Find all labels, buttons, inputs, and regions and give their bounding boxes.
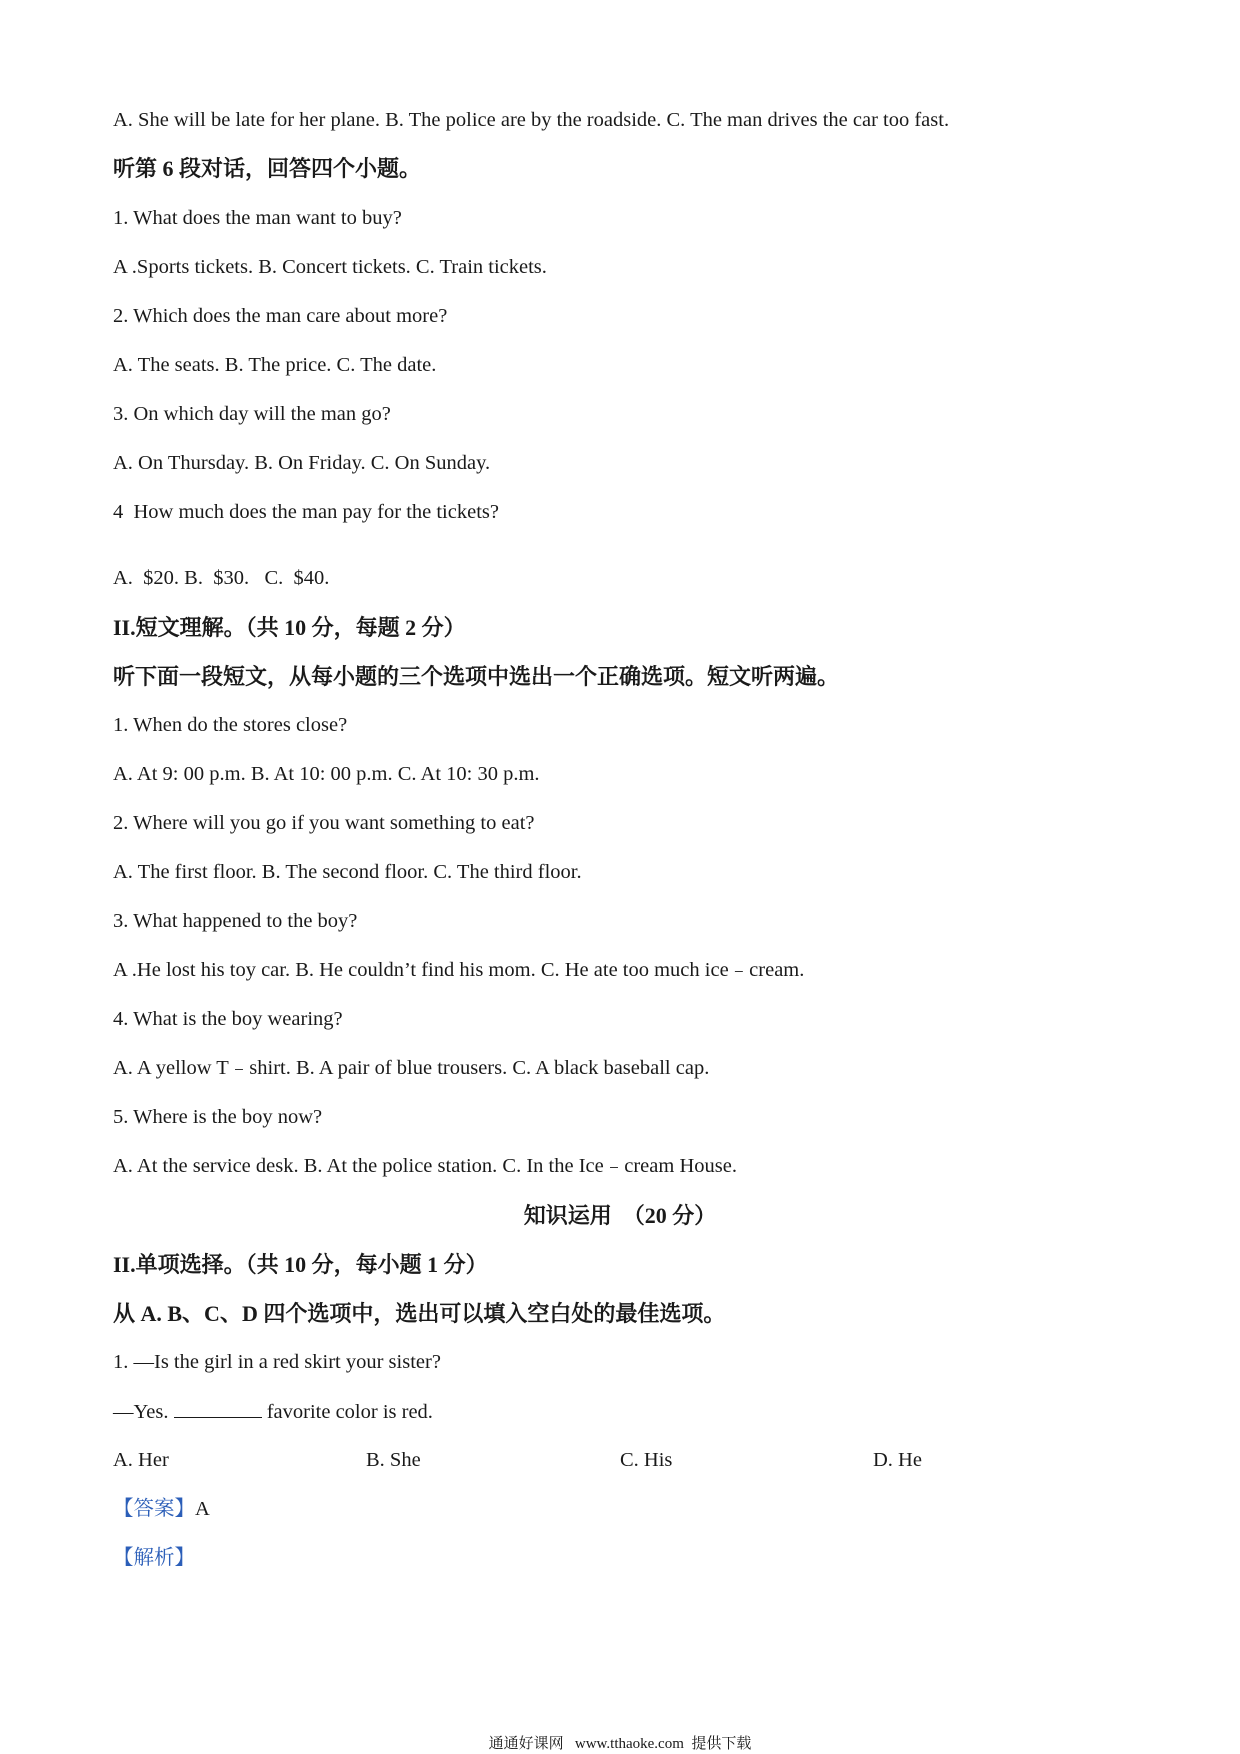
section-instructions: 从 A. B、C、D 四个选项中，选出可以填入空白处的最佳选项。 — [113, 1301, 726, 1326]
reply-prefix: —Yes. — [113, 1401, 174, 1423]
question: 2. Which does the man care about more? — [113, 305, 448, 327]
reply-suffix: favorite color is red. — [261, 1401, 433, 1423]
part-title-knowledge: 知识运用 （20 分） — [523, 1203, 717, 1228]
answer-options: A. At the service desk. B. At the police station. C. In the Ice﹣cream House. — [113, 1155, 737, 1177]
question: 3. On which day will the man go? — [113, 403, 391, 425]
option-c: C. His — [620, 1449, 673, 1471]
section-heading-dialogue-6: 听第 6 段对话，回答四个小题。 — [113, 156, 422, 181]
option-d: D. He — [873, 1449, 922, 1471]
fill-in-blank — [174, 1401, 262, 1418]
answer-options: A. The seats. B. The price. C. The date. — [113, 354, 437, 376]
answer-options: A .He lost his toy car. B. He couldn’t find his mom. C. He ate too much ice﹣cream. — [113, 959, 805, 981]
answer-options: A. $20. B. $30. C. $40. — [113, 567, 330, 589]
section-heading-short-passage: II.短文理解。（共 10 分，每题 2 分） — [113, 615, 466, 640]
question-reply — [113, 1401, 433, 1423]
question: 2. Where will you go if you want something to eat? — [113, 812, 535, 834]
answer-options: A. A yellow T﹣shirt. B. A pair of blue trousers. C. A black baseball cap. — [113, 1057, 710, 1079]
question: 4 How much does the man pay for the tickets? — [113, 501, 499, 523]
question: 1. When do the stores close? — [113, 714, 348, 736]
option-b: B. She — [366, 1449, 421, 1471]
section-heading-single-choice: II.单项选择。（共 10 分，每小题 1 分） — [113, 1252, 488, 1277]
question: 1. —Is the girl in a red skirt your sister? — [113, 1351, 441, 1373]
q-answer-options: A. She will be late for her plane. B. The police are by the roadside. C. The man drives the car too fast. — [113, 109, 950, 131]
answer-label: 【答案】 — [113, 1498, 195, 1520]
answer-options: A. At 9: 00 p.m. B. At 10: 00 p.m. C. At 10: 30 p.m. — [113, 763, 540, 785]
question: 3. What happened to the boy? — [113, 910, 358, 932]
answer-value: A — [195, 1498, 210, 1520]
section-instructions: 听下面一段短文，从每小题的三个选项中选出一个正确选项。短文听两遍。 — [113, 664, 840, 689]
answer-options: A. On Thursday. B. On Friday. C. On Sunday. — [113, 452, 491, 474]
analysis-label: 【解析】 — [113, 1547, 195, 1569]
answer-options: A .Sports tickets. B. Concert tickets. C. Train tickets. — [113, 256, 547, 278]
answer-options: A. The first floor. B. The second floor. C. The third floor. — [113, 861, 582, 883]
answer-line — [113, 1499, 210, 1520]
option-a: A. Her — [113, 1449, 169, 1471]
question: 5. Where is the boy now? — [113, 1106, 323, 1128]
page-footer: 通通好课网 www.tthaoke.com 提供下载 — [488, 1736, 752, 1752]
question: 1. What does the man want to buy? — [113, 207, 402, 229]
question: 4. What is the boy wearing? — [113, 1008, 343, 1030]
